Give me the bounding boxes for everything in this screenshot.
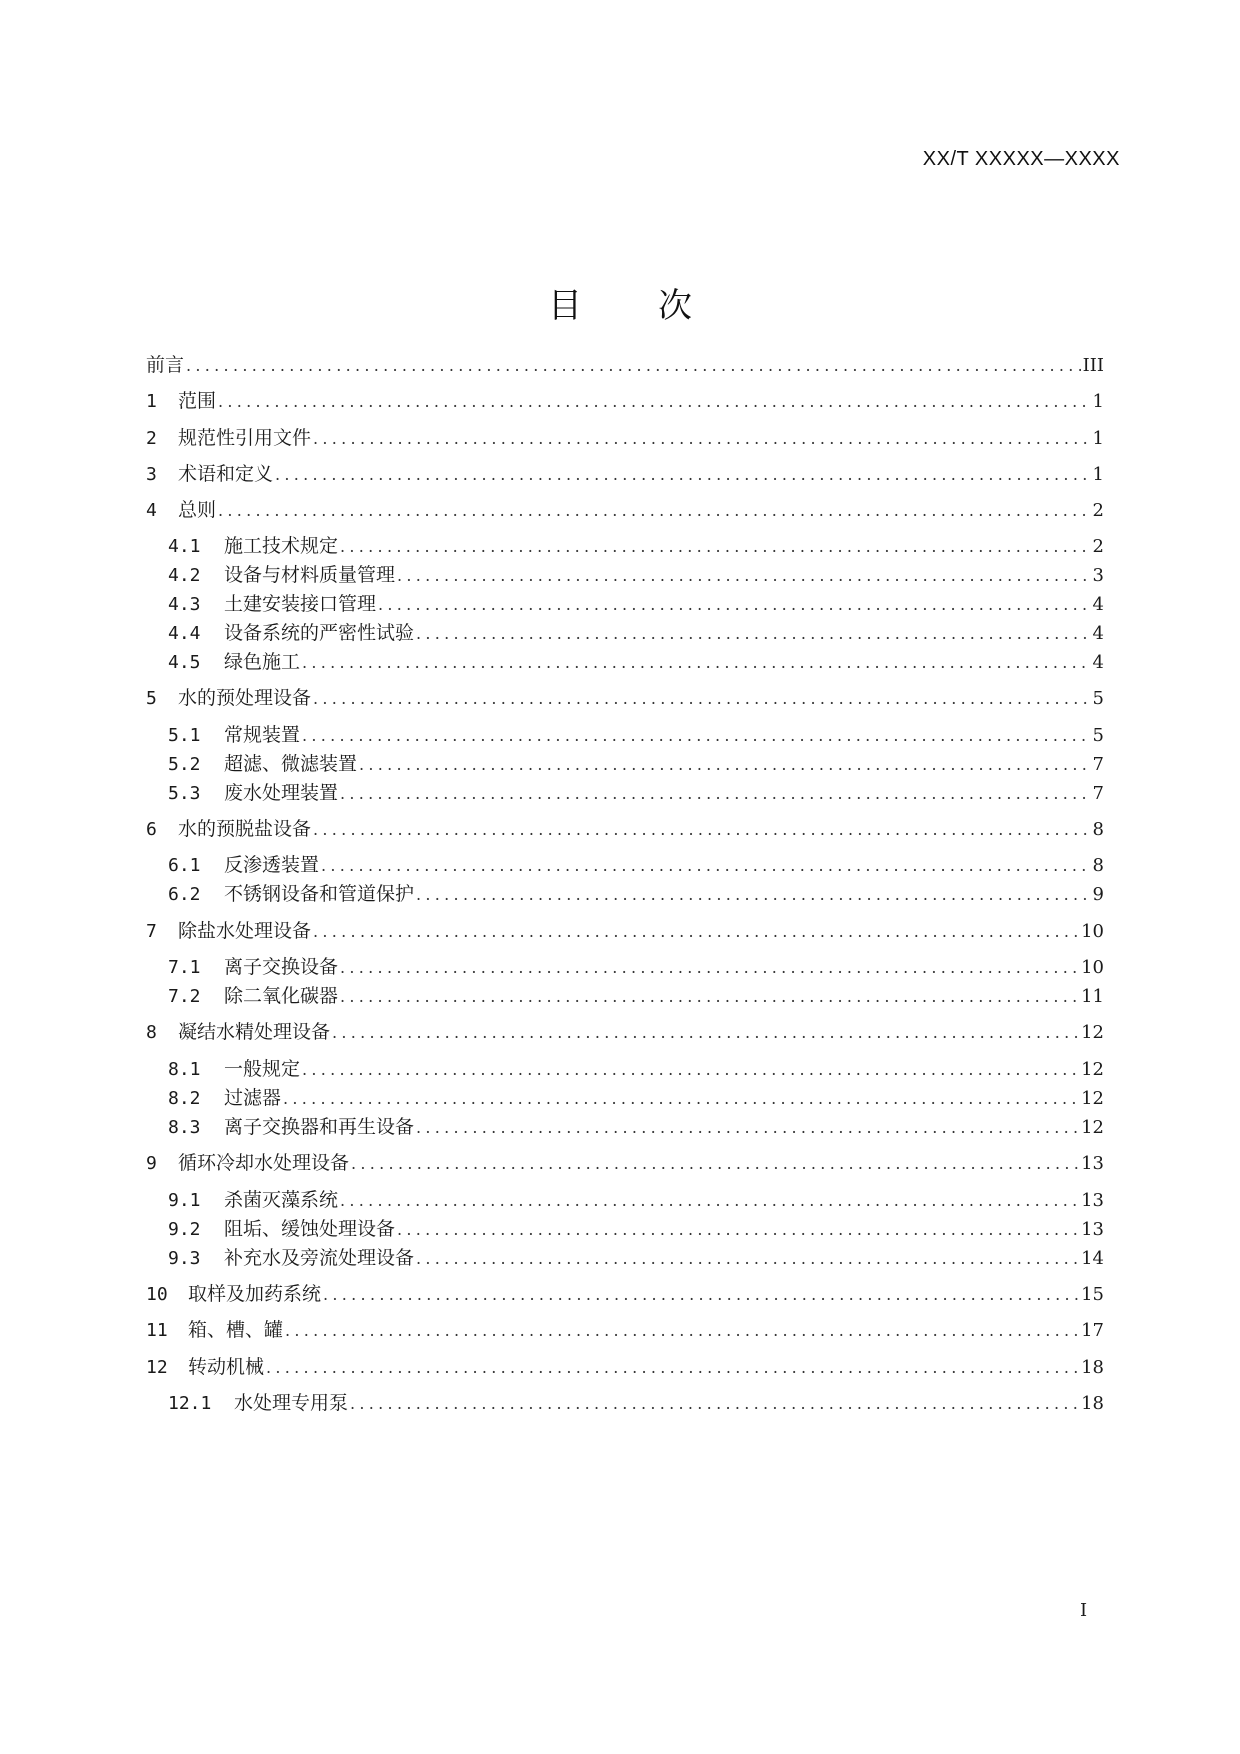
toc-dot-leader bbox=[321, 851, 1091, 881]
toc-entry[interactable] bbox=[146, 683, 1104, 713]
toc-entry-page: 8 bbox=[1092, 855, 1104, 876]
toc-entry[interactable] bbox=[146, 916, 1104, 946]
toc-entry-label: 前言 bbox=[146, 354, 185, 376]
toc-dot-leader bbox=[218, 496, 1091, 526]
toc-dot-leader bbox=[313, 424, 1091, 454]
toc-entry-number: 11 bbox=[146, 1320, 168, 1341]
toc-entry-number: 12.1 bbox=[168, 1393, 212, 1414]
toc-entry-number: 9 bbox=[146, 1153, 157, 1174]
toc-dot-leader bbox=[378, 590, 1091, 620]
toc-entry-label: 超滤、微滤装置 bbox=[224, 753, 358, 775]
toc-entry-label: 总则 bbox=[178, 499, 217, 521]
toc-entry-foreword[interactable] bbox=[146, 350, 1104, 380]
toc-entry[interactable] bbox=[146, 423, 1104, 453]
toc-entry-page: 18 bbox=[1081, 1393, 1104, 1414]
toc-dot-leader bbox=[323, 1280, 1079, 1310]
toc-entry-number: 4 bbox=[146, 500, 157, 521]
toc-entry-label: 设备系统的严密性试验 bbox=[224, 622, 415, 644]
toc-entry-number: 5.3 bbox=[168, 783, 201, 804]
toc-subentry[interactable] bbox=[168, 850, 1104, 880]
toc-entry-label: 设备与材料质量管理 bbox=[224, 564, 396, 586]
toc-dot-leader bbox=[350, 1389, 1079, 1419]
toc-subentry[interactable] bbox=[168, 531, 1104, 561]
page-number: I bbox=[1080, 1600, 1088, 1621]
toc-entry-number: 2 bbox=[146, 428, 157, 449]
toc-subentry[interactable] bbox=[168, 1388, 1104, 1418]
toc-entry-label: 阻垢、缓蚀处理设备 bbox=[224, 1218, 396, 1240]
toc-entry[interactable] bbox=[146, 1279, 1104, 1309]
toc-entry[interactable] bbox=[146, 495, 1104, 525]
toc-subentry[interactable] bbox=[168, 749, 1104, 779]
toc-dot-leader bbox=[313, 815, 1091, 845]
toc-entry-page: 13 bbox=[1081, 1190, 1104, 1211]
toc-entry-page: 1 bbox=[1092, 428, 1104, 449]
toc-entry[interactable] bbox=[146, 1017, 1104, 1047]
toc-entry-page: 7 bbox=[1092, 783, 1104, 804]
toc-subentry[interactable] bbox=[168, 560, 1104, 590]
toc-dot-leader bbox=[302, 648, 1091, 678]
toc-dot-leader bbox=[416, 1113, 1079, 1143]
toc-entry-number: 9.2 bbox=[168, 1219, 201, 1240]
toc-entry[interactable] bbox=[146, 1352, 1104, 1382]
toc-entry-label: 反渗透装置 bbox=[224, 854, 320, 876]
toc-title-char-1: 目 bbox=[548, 286, 582, 326]
toc-entry-page: 12 bbox=[1081, 1059, 1104, 1080]
toc-dot-leader bbox=[416, 619, 1091, 649]
toc-entry-page: 10 bbox=[1081, 921, 1104, 942]
toc-dot-leader bbox=[340, 953, 1079, 983]
toc-entry-page: 9 bbox=[1092, 884, 1104, 905]
toc-entry-page: 15 bbox=[1081, 1284, 1104, 1305]
toc-entry-page: 4 bbox=[1092, 594, 1104, 615]
toc-entry[interactable] bbox=[146, 814, 1104, 844]
toc-title-char-2: 次 bbox=[658, 286, 692, 326]
toc-entry[interactable] bbox=[146, 386, 1104, 416]
toc-entry-label: 杀菌灭藻系统 bbox=[224, 1189, 339, 1211]
toc-entry-label: 绿色施工 bbox=[224, 651, 301, 673]
toc-entry-number: 4.5 bbox=[168, 652, 201, 673]
toc-subentry[interactable] bbox=[168, 1185, 1104, 1215]
toc-dot-leader bbox=[302, 1055, 1079, 1085]
toc-dot-leader bbox=[186, 351, 1081, 381]
toc-subentry[interactable] bbox=[168, 618, 1104, 648]
toc-entry-number: 7 bbox=[146, 921, 157, 942]
toc-dot-leader bbox=[283, 1084, 1079, 1114]
toc-entry-label: 补充水及旁流处理设备 bbox=[224, 1247, 415, 1269]
toc-entry-number: 4.1 bbox=[168, 536, 201, 557]
toc-entry-page: 3 bbox=[1092, 565, 1104, 586]
toc-entry-page: 2 bbox=[1092, 536, 1104, 557]
toc-subentry[interactable] bbox=[168, 1083, 1104, 1113]
toc-entry-label: 范围 bbox=[178, 390, 217, 412]
toc-dot-leader bbox=[266, 1353, 1079, 1383]
toc-entry-page: 13 bbox=[1081, 1219, 1104, 1240]
toc-entry-number: 7.1 bbox=[168, 957, 201, 978]
toc-entry-number: 12 bbox=[146, 1357, 168, 1378]
toc-entry-page: 12 bbox=[1081, 1117, 1104, 1138]
toc-entry-label: 循环冷却水处理设备 bbox=[178, 1152, 350, 1174]
toc-subentry[interactable] bbox=[168, 1054, 1104, 1084]
toc-entry-page: 1 bbox=[1092, 464, 1104, 485]
toc-entry-number: 3 bbox=[146, 464, 157, 485]
toc-entry[interactable] bbox=[146, 459, 1104, 489]
toc-entry-label: 转动机械 bbox=[188, 1356, 265, 1378]
toc-entry-number: 6 bbox=[146, 819, 157, 840]
toc-subentry[interactable] bbox=[168, 720, 1104, 750]
toc-entry-label: 术语和定义 bbox=[178, 463, 274, 485]
toc-dot-leader bbox=[416, 880, 1091, 910]
toc-entry-number: 7.2 bbox=[168, 986, 201, 1007]
toc-dot-leader bbox=[340, 982, 1079, 1012]
toc-entry-label: 除二氧化碳器 bbox=[224, 985, 339, 1007]
toc-entry-number: 1 bbox=[146, 391, 157, 412]
toc-entry-label: 取样及加药系统 bbox=[188, 1283, 322, 1305]
toc-entry-number: 5.2 bbox=[168, 754, 201, 775]
toc-dot-leader bbox=[416, 1244, 1079, 1274]
toc-dot-leader bbox=[302, 721, 1091, 751]
toc-dot-leader bbox=[351, 1149, 1079, 1179]
toc-dot-leader bbox=[313, 917, 1079, 947]
toc-entry-number: 4.2 bbox=[168, 565, 201, 586]
toc-entry-label: 离子交换设备 bbox=[224, 956, 339, 978]
toc-entry-number: 9.1 bbox=[168, 1190, 201, 1211]
toc-subentry[interactable] bbox=[168, 647, 1104, 677]
toc-entry-page: III bbox=[1082, 355, 1104, 376]
toc-entry-number: 8 bbox=[146, 1022, 157, 1043]
toc-entry-number: 8.2 bbox=[168, 1088, 201, 1109]
toc-dot-leader bbox=[285, 1316, 1079, 1346]
toc-entry-page: 4 bbox=[1092, 623, 1104, 644]
toc-entry-page: 5 bbox=[1092, 688, 1104, 709]
toc-entry-number: 4.4 bbox=[168, 623, 201, 644]
toc-subentry[interactable] bbox=[168, 981, 1104, 1011]
toc-dot-leader bbox=[275, 460, 1091, 490]
toc-entry-label: 废水处理装置 bbox=[224, 782, 339, 804]
toc-entry-page: 1 bbox=[1092, 391, 1104, 412]
toc-dot-leader bbox=[313, 684, 1091, 714]
toc-entry-page: 8 bbox=[1092, 819, 1104, 840]
toc-entry-page: 14 bbox=[1081, 1248, 1104, 1269]
toc-entry-page: 12 bbox=[1081, 1088, 1104, 1109]
toc-subentry[interactable] bbox=[168, 879, 1104, 909]
toc-entry-label: 凝结水精处理设备 bbox=[178, 1021, 331, 1043]
toc-entry-page: 13 bbox=[1081, 1153, 1104, 1174]
toc-entry-page: 10 bbox=[1081, 957, 1104, 978]
toc-entry-number: 5 bbox=[146, 688, 157, 709]
toc-entry-label: 水处理专用泵 bbox=[234, 1392, 349, 1414]
toc-entry-label: 离子交换器和再生设备 bbox=[224, 1116, 415, 1138]
toc-entry-page: 18 bbox=[1081, 1357, 1104, 1378]
toc-entry-label: 土建安装接口管理 bbox=[224, 593, 377, 615]
toc-entry-number: 6.2 bbox=[168, 884, 201, 905]
toc-dot-leader bbox=[359, 750, 1091, 780]
toc-entry-label: 除盐水处理设备 bbox=[178, 920, 312, 942]
toc-entry-page: 17 bbox=[1081, 1320, 1104, 1341]
toc-subentry[interactable] bbox=[168, 952, 1104, 982]
toc-entry-number: 4.3 bbox=[168, 594, 201, 615]
toc-entry-label: 水的预处理设备 bbox=[178, 687, 312, 709]
toc-title bbox=[0, 278, 1240, 327]
toc-entry-label: 箱、槽、罐 bbox=[188, 1319, 284, 1341]
toc-entry-label: 过滤器 bbox=[224, 1087, 282, 1109]
toc-entry-number: 10 bbox=[146, 1284, 168, 1305]
toc-entry-label: 施工技术规定 bbox=[224, 535, 339, 557]
toc-entry[interactable] bbox=[146, 1315, 1104, 1345]
toc-entry-number: 8.1 bbox=[168, 1059, 201, 1080]
toc-subentry[interactable] bbox=[168, 589, 1104, 619]
toc-entry-page: 4 bbox=[1092, 652, 1104, 673]
toc-entry-label: 规范性引用文件 bbox=[178, 427, 312, 449]
toc-entry-page: 7 bbox=[1092, 754, 1104, 775]
toc-entry-number: 5.1 bbox=[168, 725, 201, 746]
toc-dot-leader bbox=[397, 561, 1091, 591]
toc-entry-number: 8.3 bbox=[168, 1117, 201, 1138]
toc-dot-leader bbox=[340, 1186, 1079, 1216]
toc-subentry[interactable] bbox=[168, 1243, 1104, 1273]
toc-dot-leader bbox=[397, 1215, 1079, 1245]
toc-entry-number: 6.1 bbox=[168, 855, 201, 876]
toc-dot-leader bbox=[332, 1018, 1079, 1048]
document-code: XX/T XXXXX—XXXX bbox=[922, 148, 1120, 170]
toc-entry-page: 12 bbox=[1081, 1022, 1104, 1043]
toc-entry-number: 9.3 bbox=[168, 1248, 201, 1269]
toc-entry-label: 水的预脱盐设备 bbox=[178, 818, 312, 840]
toc-entry-page: 11 bbox=[1081, 986, 1104, 1007]
toc-subentry[interactable] bbox=[168, 1214, 1104, 1244]
toc-entry[interactable] bbox=[146, 1148, 1104, 1178]
toc-subentry[interactable] bbox=[168, 778, 1104, 808]
toc-dot-leader bbox=[340, 779, 1091, 809]
toc-entry-label: 不锈钢设备和管道保护 bbox=[224, 883, 415, 905]
toc-entry-label: 常规装置 bbox=[224, 724, 301, 746]
toc-dot-leader bbox=[340, 532, 1091, 562]
toc-subentry[interactable] bbox=[168, 1112, 1104, 1142]
toc-dot-leader bbox=[218, 387, 1091, 417]
toc-entry-label: 一般规定 bbox=[224, 1058, 301, 1080]
toc-entry-page: 5 bbox=[1092, 725, 1104, 746]
toc-entry-page: 2 bbox=[1092, 500, 1104, 521]
